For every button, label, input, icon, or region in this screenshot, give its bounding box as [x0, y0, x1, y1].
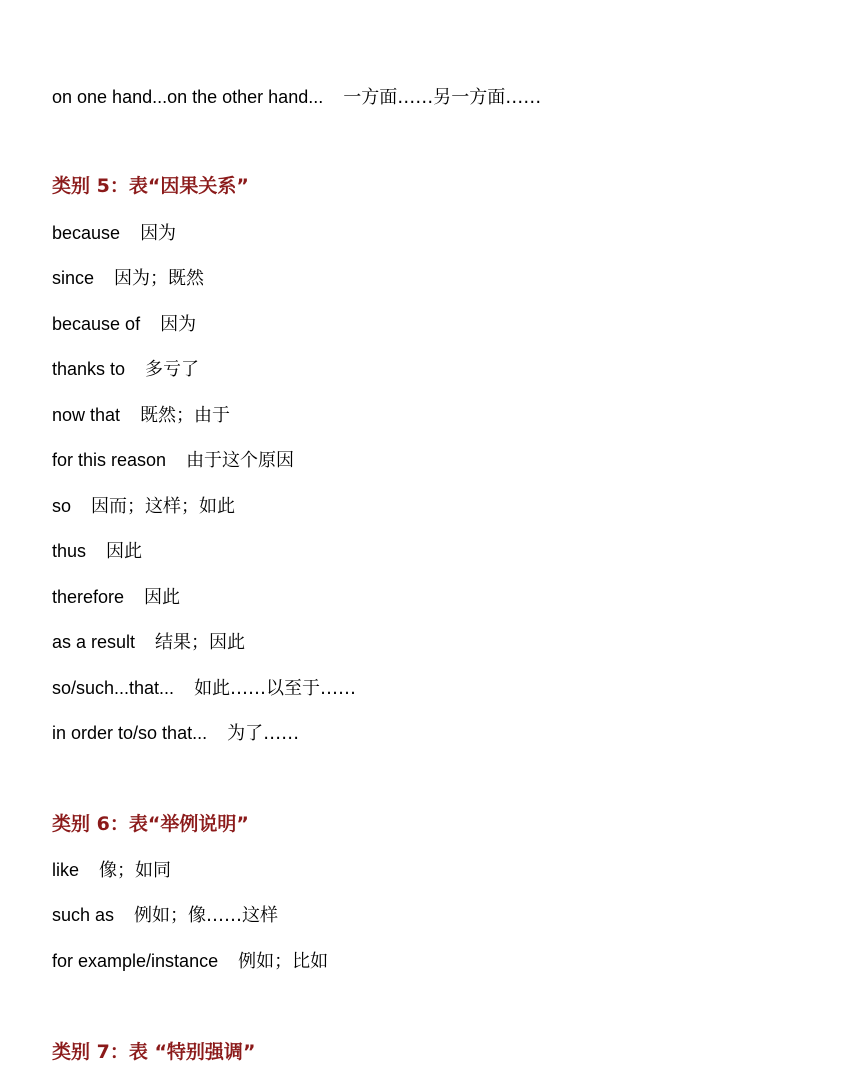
phrase-chinese: 一方面……另一方面…… [343, 87, 542, 108]
phrase-english: so/such...that... [52, 678, 175, 698]
phrase-chinese: 结果；因此 [155, 632, 246, 653]
phrase-english: now that [52, 405, 121, 425]
phrase-english: for example/instance [52, 951, 219, 971]
phrase-chinese: 因而；这样；如此 [91, 496, 236, 517]
phrase-chinese: 因为 [160, 314, 197, 335]
phrase-chinese: 因此 [144, 587, 181, 608]
phrase-row [52, 720, 299, 746]
phrase-english: because of [52, 314, 141, 334]
phrase-chinese: 因为 [140, 223, 177, 244]
phrase-english: since [52, 268, 95, 288]
phrase-english: because [52, 223, 121, 243]
phrase-row [52, 538, 142, 564]
phrase-english: thus [52, 541, 87, 561]
phrase-chinese: 为了…… [227, 723, 300, 744]
phrase-chinese: 例如；像……这样 [134, 905, 279, 926]
phrase-row [52, 447, 294, 473]
section-6-heading: 类别 6：表“举例说明” [52, 813, 249, 835]
phrase-english: so [52, 496, 72, 516]
section-7-heading: 类别 7：表 “特别强调” [52, 1041, 256, 1063]
phrase-chinese: 由于这个原因 [186, 450, 295, 471]
phrase-english: on one hand...on the other hand... [52, 87, 324, 107]
phrase-chinese: 例如；比如 [238, 951, 329, 972]
phrase-row [52, 402, 230, 428]
phrase-row [52, 493, 235, 519]
phrase-english: therefore [52, 587, 125, 607]
phrase-english: such as [52, 905, 115, 925]
phrase-english: as a result [52, 632, 136, 652]
phrase-english: in order to/so that... [52, 723, 208, 743]
phrase-chinese: 因此 [106, 541, 143, 562]
phrase-english: thanks to [52, 359, 126, 379]
phrase-chinese: 像；如同 [99, 860, 172, 881]
phrase-row [52, 948, 328, 974]
phrase-row [52, 675, 356, 701]
phrase-chinese: 既然；由于 [140, 405, 231, 426]
phrase-row [52, 857, 171, 883]
phrase-row [52, 629, 245, 655]
phrase-row [52, 902, 278, 928]
phrase-row [52, 584, 180, 610]
phrase-row [52, 311, 196, 337]
phrase-chinese: 因为；既然 [114, 268, 205, 289]
phrase-english: for this reason [52, 450, 167, 470]
phrase-row [52, 220, 176, 246]
section-5-heading: 类别 5：表“因果关系” [52, 175, 249, 197]
phrase-chinese: 如此……以至于…… [194, 678, 357, 699]
phrase-row-on-one-hand [52, 84, 541, 110]
phrase-row [52, 265, 204, 291]
phrase-chinese: 多亏了 [145, 359, 200, 380]
phrase-row [52, 356, 199, 382]
phrase-english: like [52, 860, 80, 880]
